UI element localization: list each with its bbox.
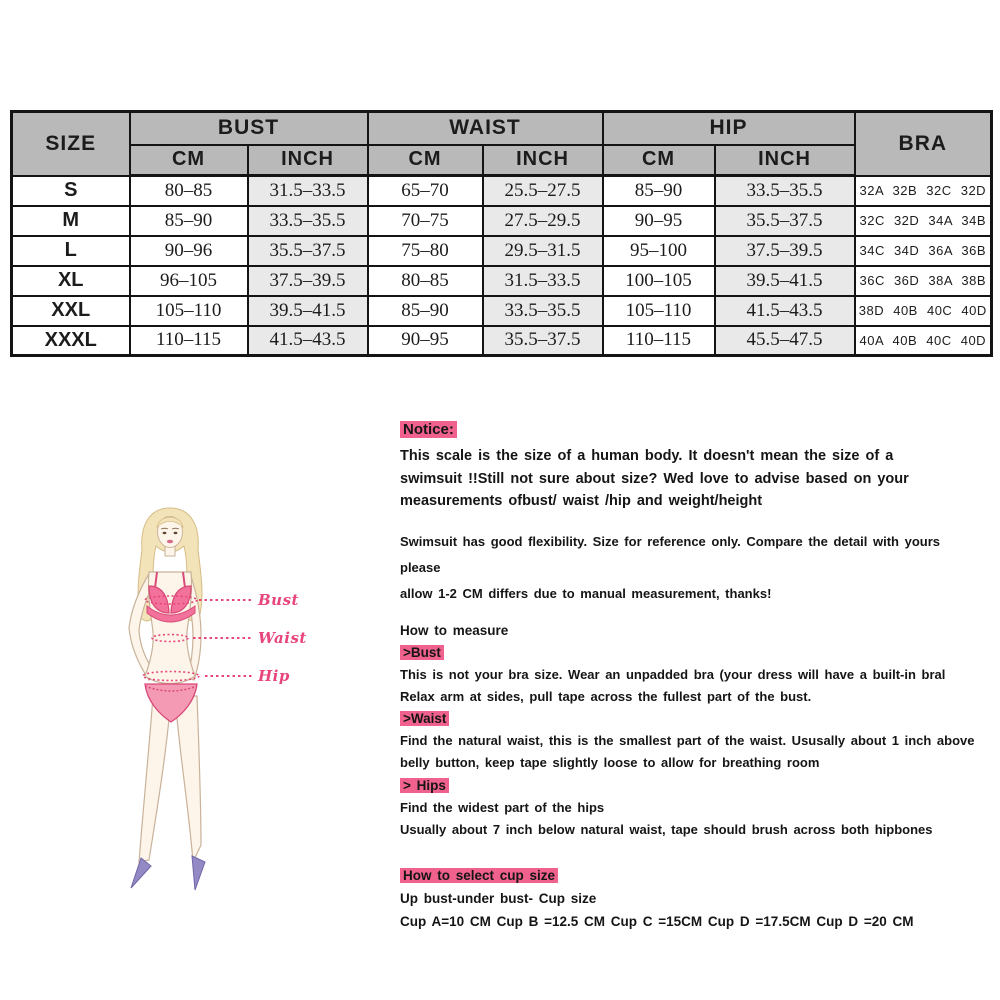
- bra-column-header: BRA: [855, 112, 992, 176]
- bust-cm-value: 96–105: [130, 266, 248, 296]
- right-shoe: [192, 856, 205, 890]
- cup-size-heading: [400, 864, 985, 887]
- bust-column-header: BUST: [130, 112, 368, 145]
- hip-inch-value: 35.5–37.5: [715, 206, 855, 236]
- size-value: XXXL: [12, 326, 130, 356]
- instructions-text-column: [400, 421, 985, 933]
- notice-heading: Notice:: [400, 421, 457, 438]
- eye-left: [163, 532, 167, 534]
- lips: [167, 540, 173, 543]
- left-leg: [139, 696, 171, 862]
- bust-cm-value: 90–96: [130, 236, 248, 266]
- hips-section-heading-text: > Hips: [400, 778, 449, 793]
- size-value: XXL: [12, 296, 130, 326]
- waist-cm-value: 65–70: [368, 176, 483, 206]
- hip-cm-value: 90–95: [603, 206, 715, 236]
- waist-inch-value: 29.5–31.5: [483, 236, 603, 266]
- left-shoe: [131, 858, 151, 888]
- table-row-xxxl: [12, 326, 992, 356]
- bra-value: 34C 34D 36A 36B: [855, 236, 992, 266]
- bust-inch-value: 33.5–35.5: [248, 206, 368, 236]
- waist-inch-value: 35.5–37.5: [483, 326, 603, 356]
- table-row-xxl: [12, 296, 992, 326]
- bust-inch-value: 37.5–39.5: [248, 266, 368, 296]
- how-to-measure-heading: How to measure: [400, 622, 509, 638]
- hip-cm-value: 95–100: [603, 236, 715, 266]
- waist-cm-value: 70–75: [368, 206, 483, 236]
- cup-size-line: Up bust-under bust- Cup size: [400, 891, 597, 907]
- waist-section-line: Find the natural waist, this is the smallest part of the waist. Ususally about 1 inch above: [400, 733, 975, 749]
- bust-cm-value: 110–115: [130, 326, 248, 356]
- flexibility-line: allow 1-2 CM differs due to manual measurement, thanks!: [400, 585, 772, 601]
- bust-inch-value: 41.5–43.5: [248, 326, 368, 356]
- table-row-l: [12, 236, 992, 266]
- waist-inch-value: 27.5–29.5: [483, 206, 603, 236]
- size-value: M: [12, 206, 130, 236]
- hip-cm-value: 110–115: [603, 326, 715, 356]
- size-table: [10, 110, 993, 357]
- waist-section-heading: [400, 708, 985, 730]
- measurement-figure: [95, 500, 325, 900]
- right-leg: [175, 696, 201, 862]
- woman-sketch-illustration: [95, 500, 325, 900]
- cup-size-line: Cup A=10 CM Cup B =12.5 CM Cup C =15CM Cup D =17.5CM Cup D =20 CM: [400, 914, 914, 930]
- bust-section-line: Relax arm at sides, pull tape across the fullest part of the bust.: [400, 688, 812, 704]
- waist-section-heading-text: >Waist: [400, 711, 449, 726]
- cup-size-section: [400, 864, 985, 933]
- hip-inch-value: 33.5–35.5: [715, 176, 855, 206]
- bra-value: 38D 40B 40C 40D: [855, 296, 992, 326]
- hip-inch-value: 41.5–43.5: [715, 296, 855, 326]
- bust-section-line: This is not your bra size. Wear an unpadded bra (your dress will have a built-in bral: [400, 666, 946, 682]
- hip-label: Hip: [258, 667, 290, 685]
- waist-column-header: WAIST: [368, 112, 603, 145]
- waist-inch-value: 25.5–27.5: [483, 176, 603, 206]
- waist-cm-header: CM: [368, 145, 483, 176]
- bust-cm-value: 105–110: [130, 296, 248, 326]
- notice-line: swimsuit !!Still not sure about size? Wed love to advise based on your: [400, 470, 909, 487]
- bra-value: 36C 36D 38A 38B: [855, 266, 992, 296]
- size-value: S: [12, 176, 130, 206]
- table-row-m: [12, 206, 992, 236]
- bra-value: 40A 40B 40C 40D: [855, 326, 992, 356]
- waist-cm-value: 85–90: [368, 296, 483, 326]
- waist-inch-value: 31.5–33.5: [483, 266, 603, 296]
- table-row-xl: [12, 266, 992, 296]
- bust-section-heading-text: >Bust: [400, 645, 444, 660]
- bust-inch-value: 35.5–37.5: [248, 236, 368, 266]
- bust-inch-value: 39.5–41.5: [248, 296, 368, 326]
- waist-cm-value: 80–85: [368, 266, 483, 296]
- hip-cm-value: 100–105: [603, 266, 715, 296]
- waist-section-line: belly button, keep tape slightly loose to allow for breathing room: [400, 755, 820, 771]
- hip-column-header: HIP: [603, 112, 855, 145]
- table-row-s: [12, 176, 992, 206]
- flexibility-line: Swimsuit has good flexibility. Size for reference only. Compare the detail with yours please: [400, 533, 941, 575]
- bust-cm-value: 85–90: [130, 206, 248, 236]
- waist-label: Waist: [258, 629, 307, 647]
- waist-inch-header: INCH: [483, 145, 603, 176]
- eye-right: [174, 532, 178, 534]
- bust-cm-header: CM: [130, 145, 248, 176]
- notice-line: This scale is the size of a human body. It doesn't mean the size of a: [400, 448, 894, 464]
- bust-inch-value: 31.5–33.5: [248, 176, 368, 206]
- hip-inch-value: 37.5–39.5: [715, 236, 855, 266]
- size-column-header: SIZE: [12, 112, 130, 176]
- bra-value: 32A 32B 32C 32D: [855, 176, 992, 206]
- hip-inch-value: 39.5–41.5: [715, 266, 855, 296]
- hip-inch-header: INCH: [715, 145, 855, 176]
- waist-cm-value: 75–80: [368, 236, 483, 266]
- hip-cm-header: CM: [603, 145, 715, 176]
- size-value: XL: [12, 266, 130, 296]
- notice-line: measurements ofbust/ waist /hip and weight/height: [400, 493, 763, 509]
- waist-inch-value: 33.5–35.5: [483, 296, 603, 326]
- hips-section-heading: [400, 775, 985, 797]
- hips-section-line: Find the widest part of the hips: [400, 799, 605, 815]
- hips-section-line: Usually about 7 inch below natural waist, tape should brush across both hipbones: [400, 821, 933, 837]
- hip-cm-value: 105–110: [603, 296, 715, 326]
- cup-size-heading-text: How to select cup size: [400, 868, 558, 883]
- waist-cm-value: 90–95: [368, 326, 483, 356]
- bra-value: 32C 32D 34A 34B: [855, 206, 992, 236]
- bust-section-heading: [400, 642, 985, 664]
- bust-inch-header: INCH: [248, 145, 368, 176]
- bust-label: Bust: [258, 591, 299, 609]
- bust-cm-value: 80–85: [130, 176, 248, 206]
- hip-cm-value: 85–90: [603, 176, 715, 206]
- flexibility-note: [400, 529, 985, 607]
- size-value: L: [12, 236, 130, 266]
- hip-inch-value: 45.5–47.5: [715, 326, 855, 356]
